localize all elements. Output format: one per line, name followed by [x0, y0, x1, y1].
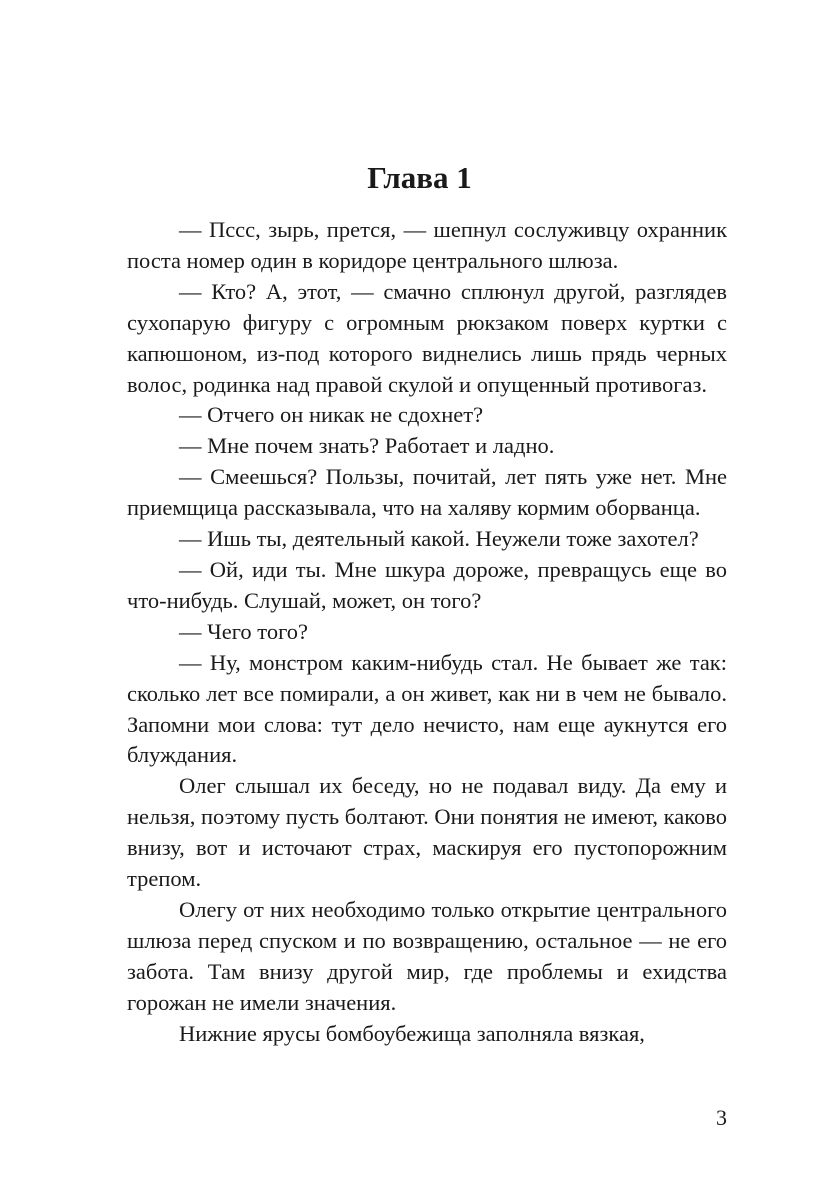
- paragraph: — Ой, иди ты. Мне шкура дороже, превращусь еще во что-нибудь. Слушай, может, он того?: [127, 556, 727, 613]
- paragraph: — Смеешься? Пользы, почитай, лет пять уже нет. Мне приемщица рассказывала, что на халяву кормим оборванца.: [127, 464, 727, 521]
- paragraph: — Мне почем знать? Работает и ладно.: [179, 433, 555, 459]
- paragraph: — Пссс, зырь, прется, — шепнул сослуживцу охранник поста номер один в коридоре центрального шлюза.: [127, 217, 727, 273]
- page-number: 3: [716, 1105, 727, 1130]
- paragraph: Олегу от них необходимо только открытие центрального шлюза перед спуском и по возвращению, остальное — не его забота. Там внизу другой мир, где проблемы и ехидства горожан не имели значения.: [127, 896, 727, 1015]
- paragraph: Нижние ярусы бомбоубежища заполняла вязкая,: [179, 1020, 645, 1046]
- paragraph: — Отчего он никак не сдохнет?: [179, 402, 484, 428]
- paragraph: Олег слышал их беседу, но не подавал виду. Да ему и нельзя, поэтому пусть болтают. Они понятия не имеют, каково внизу, вот и источают страх, маскируя его пустопорожним трепом.: [127, 773, 727, 892]
- paragraph: — Кто? А, этот, — смачно сплюнул другой, разглядев сухопарую фигуру с огромным рюкзаком поверх куртки с капюшоном, из-под которого виднелись лишь прядь черных волос, родинка над правой скулой и опущенный противогаз.: [127, 278, 727, 397]
- paragraph: — Ишь ты, деятельный какой. Неужели тоже захотел?: [179, 526, 699, 552]
- chapter-title: Глава 1: [367, 160, 472, 195]
- chapter-body: [127, 215, 727, 1049]
- paragraph: — Чего того?: [179, 618, 308, 644]
- paragraph: — Ну, монстром каким-нибудь стал. Не бывает же так: сколько лет все помирали, а он живет, как ни в чем не бывало. Запомни мои слова: тут дело нечисто, нам еще аукнутся его блуждания.: [127, 649, 727, 768]
